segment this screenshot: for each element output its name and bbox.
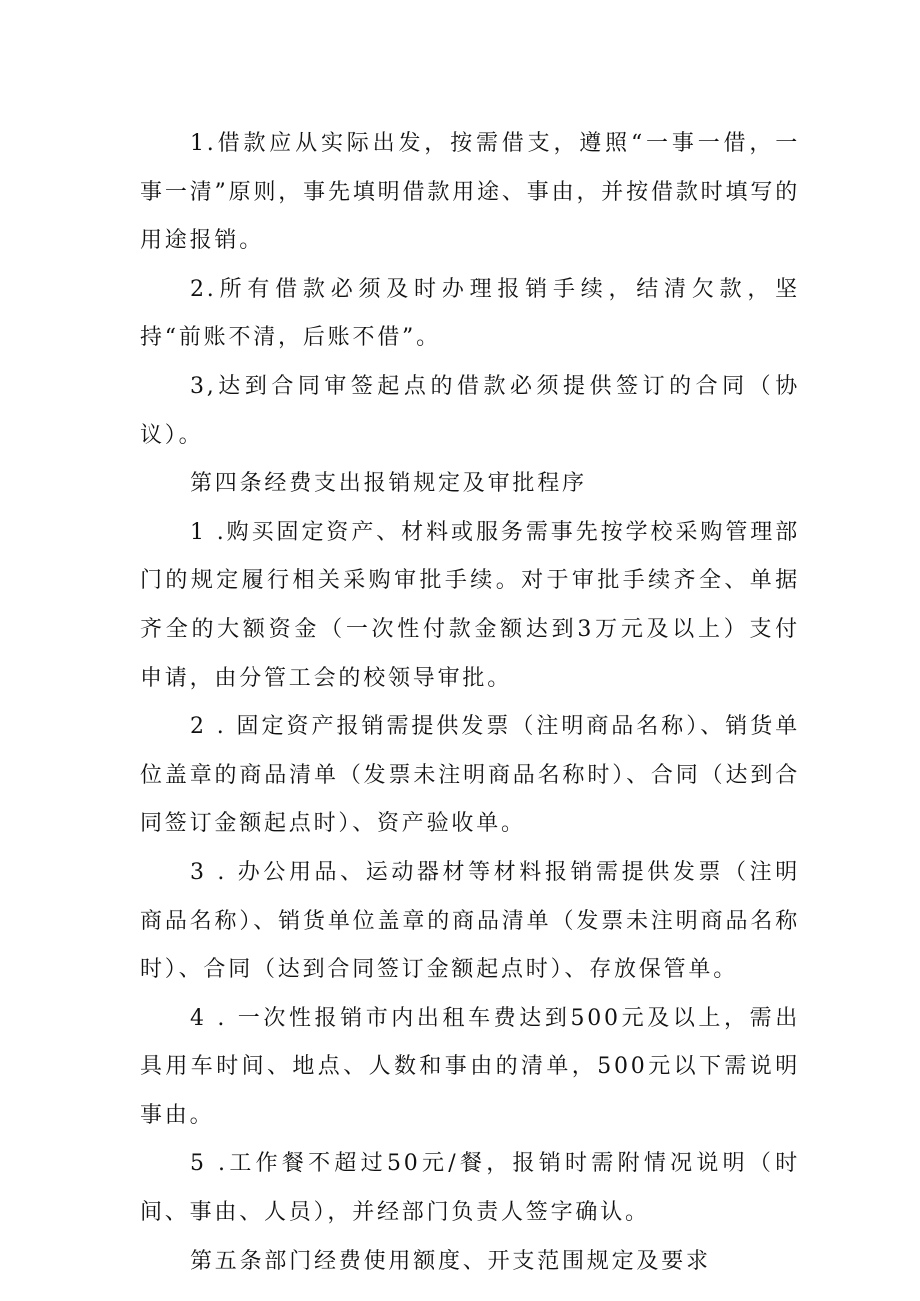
paragraph-loan-contract: 3,达到合同审签起点的借款必须提供签订的合同（协议）。 [140,373,800,448]
paragraph-fixed-assets: 2 . 固定资产报销需提供发票（注明商品名称）、销货单位盖章的商品清单（发票未注明商品名称时）、合同（达到合同签订金额起点时）、资产验收单。 [140,714,800,837]
paragraph-taxi-fee: 4 . 一次性报销市内出租车费达到500元及以上，需出具用车时间、地点、人数和事由的清单，500元以下需说明事由。 [140,1005,800,1128]
paragraph-office-supplies: 3 . 办公用品、运动器材等材料报销需提供发票（注明商品名称）、销货单位盖章的商品清单（发票未注明商品名称时）、合同（达到合同签订金额起点时）、存放保管单。 [140,859,800,983]
paragraph-loan-settlement: 2.所有借款必须及时办理报销手续，结清欠款，坚持“前账不清，后账不借”。 [140,276,800,351]
paragraph-loan-principle: 1.借款应从实际出发，按需借支，遵照“一事一借，一事一清”原则，事先填明借款用途、事由，并按借款时填写的用途报销。 [140,131,800,254]
article-5-heading: 第五条部门经费使用额度、开支范围规定及要求 [190,1248,711,1274]
paragraph-procurement: 1 .购买固定资产、材料或服务需事先按学校采购管理部门的规定履行相关采购审批手续。对于审批手续齐全、单据齐全的大额资金（一次性付款金额达到3万元及以上）支付申请，由分管工会的校领导审批。 [140,519,800,691]
document-body [140,120,800,1286]
paragraph-work-meal: 5 .工作餐不超过50元/餐，报销时需附情况说明（时间、事由、人员），并经部门负责人签字确认。 [140,1151,800,1226]
article-4-heading: 第四条经费支出报销规定及审批程序 [190,471,587,497]
